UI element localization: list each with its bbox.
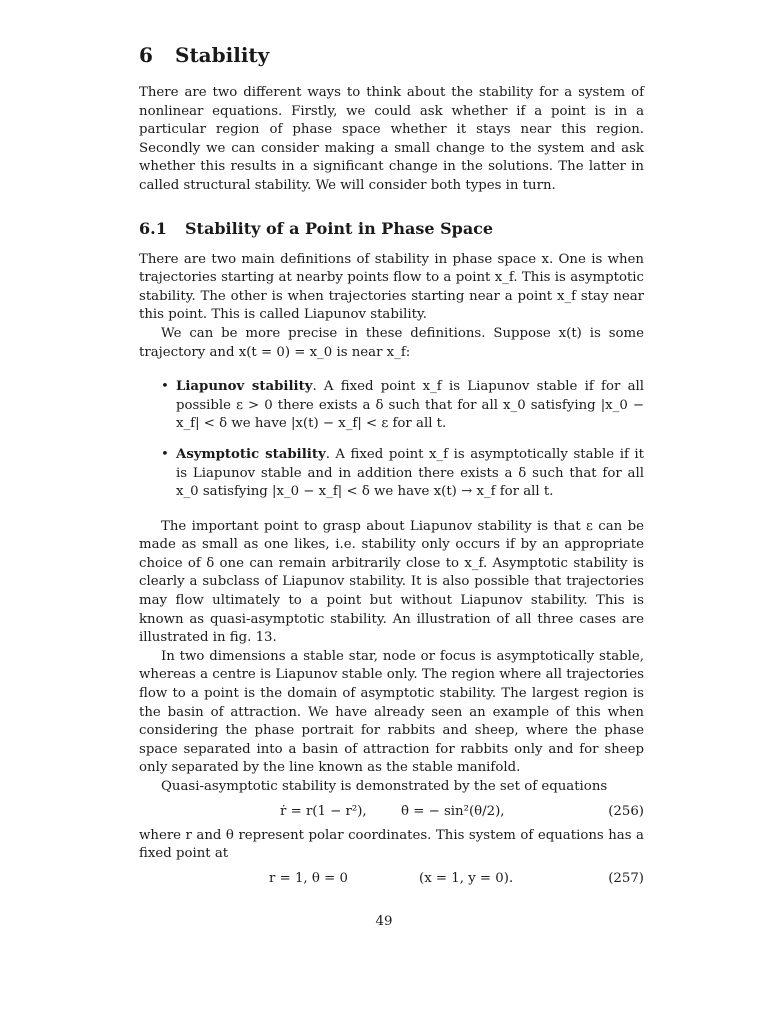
liapunov-paragraph: The important point to grasp about Liapunov stability is that ε can be made as small as one likes, i.e. stability only occurs if by an appropriate choice of δ one can remain arbitrarily close to x_f. Asymptotic stability is clearly a subclass of Liapunov stability. It is also possible that trajectories may flow ultimately to a point but without Liapunov stability. This is known as quasi-asymptotic stability. An illustration of all three cases are illustrated in fig. 13. xyxy=(139,518,644,646)
equation-part: θ̇ = − sin²(θ/2), xyxy=(401,803,505,819)
section-number: 6 xyxy=(139,43,153,67)
section-heading xyxy=(139,42,644,68)
polar-paragraph: where r and θ represent polar coordinates. This system of equations has a fixed point at xyxy=(139,827,644,862)
list-item xyxy=(139,378,644,434)
paper-page xyxy=(139,42,644,894)
two-dimensions-paragraph: In two dimensions a stable star, node or focus is asymptotically stable, whereas a centre is Liapunov stable only. The region where all trajectories flow to a point is the domain of asymptotic stability. The largest region is the basin of attraction. We have already seen an example of this when considering the phase portrait for rabbits and sheep, where the phase space separated into a basin of attraction for rabbits only and for sheep only separated by the line known as the stable manifold. xyxy=(139,648,644,776)
definitions-paragraph: There are two main definitions of stability in phase space x. One is when trajectories starting at nearby points flow to a point x_f. This is asymptotic stability. The other is when trajectories starting near a point x_f stay near this point. This is called Liapunov stability. xyxy=(139,251,644,323)
section-title: Stability xyxy=(175,43,270,67)
subsection-title: Stability of a Point in Phase Space xyxy=(185,218,494,238)
precise-paragraph: We can be more precise in these definitions. Suppose x(t) is some trajectory and x(t = 0) = x_0 is near x_f: xyxy=(139,325,644,360)
equation-part: (x = 1, y = 0). xyxy=(419,870,514,886)
equation-number: (257) xyxy=(608,870,644,886)
equation-part: r = 1, θ = 0 xyxy=(269,870,348,886)
bullet-term: Liapunov stability xyxy=(176,379,313,395)
intro-paragraph: There are two different ways to think about the stability for a system of nonlinear equations. Firstly, we could ask whether if a point is in a particular region of phase space whether it stays near this region. Secondly we can consider making a small change to the system and ask whether this results in a significant change in the solutions. The latter in called structural stability. We will consider both types in turn. xyxy=(139,85,644,193)
equation-number: (256) xyxy=(608,803,644,819)
page-number: 49 xyxy=(375,914,393,929)
subsection-heading xyxy=(139,218,644,240)
subsection-number: 6.1 xyxy=(139,218,167,238)
equation-257 xyxy=(139,864,644,894)
bullet-term: Asymptotic stability xyxy=(176,446,326,462)
equation-part: ṙ = r(1 − r²), xyxy=(280,803,367,819)
bullet-text: . A fixed point x_f is asymptotically stable if it is Liapunov stable and in addition there exists a δ such that for all x_0 satisfying |x_0 − x_f| < δ we have x(t) → x_f for all t. xyxy=(176,446,644,500)
quasi-asymptotic-paragraph: Quasi-asymptotic stability is demonstrated by the set of equations xyxy=(161,779,608,794)
equation-256 xyxy=(139,797,644,827)
definitions-list xyxy=(139,378,644,502)
list-item xyxy=(139,446,644,502)
bullet-text: . A fixed point x_f is Liapunov stable if for all possible ε > 0 there exists a δ such that for all x_0 satisfying |x_0 − x_f| < δ we have |x(t) − x_f| < ε for all t. xyxy=(176,379,645,432)
